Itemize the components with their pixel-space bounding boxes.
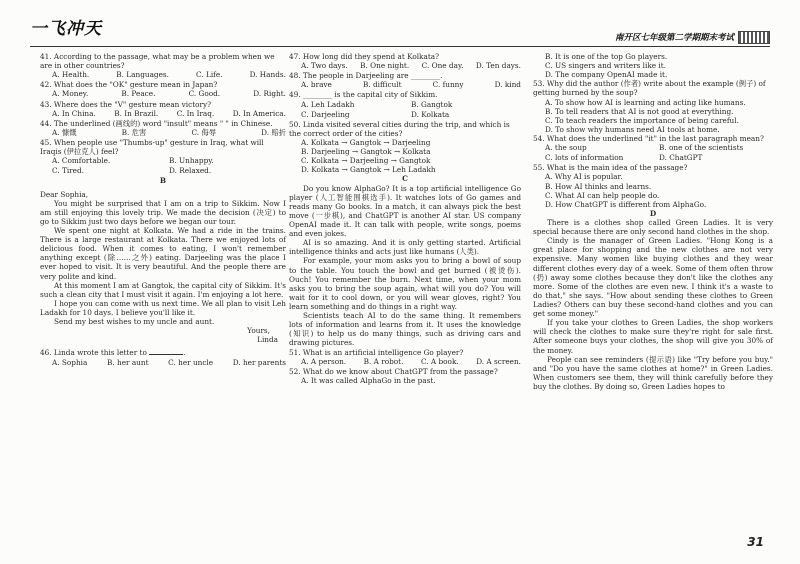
option: D. Right. [253, 89, 286, 99]
option: C. Tired. [52, 166, 84, 176]
option: C. Life. [196, 70, 223, 80]
section-d-heading: D [649, 208, 657, 218]
option: C. A book. [420, 356, 459, 366]
question-49-options-row2 [289, 110, 521, 119]
brand-logo: 一飞冲天 [30, 19, 102, 39]
question-54: 54. What does the underlined "it" in the last paragraph mean? [533, 133, 764, 143]
option: B. Darjeeling → Gangtok → Kolkata [301, 147, 431, 157]
option: D. In America. [232, 108, 286, 118]
answer-blank [149, 348, 183, 355]
option: D. A screen. [476, 356, 521, 366]
question-54-options-row2 [533, 153, 773, 162]
question-49: 49. ________ is the capital city of Sikkim. [289, 90, 438, 100]
option: A. Sophia [52, 357, 88, 367]
question-51-options [289, 357, 521, 366]
option: B. Languages. [116, 70, 169, 80]
question-43-options [40, 109, 286, 118]
question-48: 48. The people in Darjeeling are ________. [289, 71, 443, 81]
question-48-options [289, 80, 521, 89]
question-46: 46. Linda wrote this letter to . [40, 348, 186, 358]
option: A. 慷慨 [52, 127, 77, 137]
option: B. One night. [360, 61, 410, 71]
option: A. Kolkata → Gangtok → Darjeeling [301, 137, 431, 147]
passage-d-paragraph: Cindy is the manager of Green Ladies. "Hong Kong is a great place for shopping and the new clothes are not very expensive. Many women like buying clothes and they wear different clothes every day of a week. Some of them often throw (扔) away some clothes because they don't like the clothes any more. Some of the clothes are even new. I think it's a waste to do that," she says. "How about sending these clothes to Green Ladies? Others can buy these second-hand clothes and you can get some money." [533, 236, 773, 319]
option: B. 危害 [121, 127, 147, 137]
question-51: 51. What is an artificial intelligence Go player? [289, 347, 464, 357]
question-44: 44. The underlined (画线的) word "insult" means " " in Chinese. [40, 118, 273, 128]
option: B. Peace. [121, 89, 156, 99]
option: B. How AI thinks and learns. [545, 181, 652, 191]
option: D. How ChatGPT is different from AlphaGo. [545, 199, 707, 209]
option: B. one of the scientists [659, 143, 744, 153]
option: D. Kolkata → Gangtok → Leh Ladakh [301, 165, 436, 175]
option: A. To show how AI is learning and acting like humans. [545, 97, 746, 107]
question-44-options [40, 128, 286, 137]
option: B. difficult [362, 80, 402, 90]
question-46-text: 46. Linda wrote this letter to [40, 348, 147, 358]
letter-paragraph: Send my best wishes to my uncle and aunt. [54, 317, 215, 327]
passage-c-paragraph: For example, your mom asks you to bring a bowl of soup to the table. You touch the bowl and get burned (被烫伤). Ouch! You remember the burn. Next time, when your mom asks you to bring the soup again, what will you do? You will wait for it to cool down, or you will wear gloves, right? You learn something and do things in a right way. [289, 256, 521, 311]
question-55: 55. What is the main idea of the passage? [533, 163, 688, 173]
option: B. Gangtok [411, 99, 453, 109]
question-43: 43. Where does the "V" gesture mean victory? [40, 99, 212, 109]
option: A. In China. [52, 108, 96, 118]
barcode-icon [738, 31, 770, 44]
column-2 [289, 52, 521, 385]
question-41-options [40, 70, 286, 79]
option: B. To tell readers that AI is not good at everything. [545, 106, 734, 116]
passage-c-paragraph: Do you know AlphaGo? It is a top artificial intelligence Go player (人工智能围棋选手). It watches lots of Go games and reads many Go books. In a match, it can always pick the best move (一步棋), and ChatGPT is another AI star. US company OpenAI made it. It can talk with people, write songs, poems and even jokes. [289, 183, 521, 239]
option: B. In Brazil. [114, 108, 159, 118]
option: A. Comfortable. [52, 156, 111, 166]
option: D. Kolkata [411, 109, 450, 119]
question-54-options [533, 143, 773, 152]
option: C. One day. [421, 61, 464, 71]
option: D. her parents [232, 357, 286, 367]
option: D. Hands. [249, 70, 286, 80]
passage-c-paragraph: Scientists teach AI to do the same thing. It remembers lots of information and learns from it. It uses the knowledge (知识) to help us do many things, such as driving cars and drawing pictures. [289, 311, 521, 348]
letter-paragraph: You might be surprised that I am on a trip to Sikkim. Now I am still enjoying this lovely trip. We made the decision (决定) to go to Sikkim just two days before we began our tour. [40, 198, 286, 226]
question-45: 45. When people use "Thumbs-up" gesture in Iraq, what will Iraqis (伊拉克人) feel? [40, 137, 264, 157]
option: A. It was called AlphaGo in the past. [301, 375, 436, 385]
question-50: 50. Linda visited several cities during the trip, and which is the correct order of the cities? [289, 119, 510, 138]
option: B. It is one of the top Go players. [545, 52, 668, 61]
option: A. Leh Ladakh [301, 99, 355, 109]
question-42-options [40, 89, 286, 98]
option: C. 侮辱 [191, 127, 216, 137]
passage-c-paragraph: AI is so amazing. And it is only getting started. Artificial intelligence thinks and acts just like humans (人类). [289, 238, 521, 257]
question-47: 47. How long did they spend at Kolkata? [289, 52, 440, 61]
letter-paragraph: I hope you can come with us next time. We all plan to visit Leh Ladakh for 10 days. I believe you'll like it. [40, 298, 287, 317]
option: C. Darjeeling [301, 109, 350, 119]
option: A. Health. [52, 70, 90, 80]
option: D. 赔折 [261, 127, 286, 137]
header-divider [30, 46, 770, 47]
option: D. Ten days. [475, 61, 521, 71]
question-52: 52. What do we know about ChatGPT from the passage? [289, 366, 498, 376]
option: C. funny [432, 80, 464, 90]
option: D. Relaxed. [169, 166, 212, 176]
passage-d-paragraph: People can see reminders (提示语) like "Try before you buy." and "Do you have the same clothes at home?" in Green Ladies. When customers see them, they will think carefully before they buy the clothes. By doing so, Green Ladies hopes to [533, 354, 773, 391]
question-45-options [40, 156, 286, 165]
option: C. To teach readers the importance of being careful. [545, 115, 739, 125]
letter-paragraph: We spent one night at Kolkata. We had a ride in the trains. There is a large restaurant at Kolkata. There we enjoyed lots of delicious food. When it comes to eating, I won't remember anything except (除……之外) eating. Darjeeling was the place I ever hoped to visit. It is very beautiful. And the people there are very polite and kind. [40, 225, 286, 281]
option: A. A person. [301, 356, 347, 366]
option: A. brave [301, 80, 332, 90]
option: B. her aunt [107, 357, 149, 367]
passage-d-paragraph: If you take your clothes to Green Ladies, the shop workers will check the clothes to make sure they're right for sale first. After someone buys your clothes, the shop will give you 30% of the money. [533, 318, 773, 355]
letter-closing: Yours, [247, 326, 270, 336]
question-41: 41. According to the passage, what may be a problem when we are in other countries? [40, 52, 275, 71]
option: C. Kolkata → Darjeeling → Gangtok [301, 156, 431, 166]
option: B. Unhappy. [169, 156, 214, 166]
question-42: 42. What does the "OK" gesture mean in Japan? [40, 80, 218, 90]
question-47-options [289, 61, 521, 70]
question-49-options [289, 100, 521, 109]
letter-signer: Linda [257, 335, 278, 345]
option: C. Good. [188, 89, 221, 99]
section-b-heading: B [159, 176, 167, 186]
option: D. kind [494, 80, 521, 90]
passage-d-paragraph: There is a clothes shop called Green Ladies. It is very special because there are only second hand clothes in the shop. [533, 217, 773, 237]
letter-paragraph: At this moment I am at Gangtok, the capital city of Sikkim. It's such a clean city that I must visit it again. I'm enjoying a lot here. [40, 280, 286, 299]
option: A. Two days. [301, 61, 348, 71]
question-46-options [40, 358, 286, 367]
option: C. In Iraq. [176, 108, 215, 118]
question-53: 53. Why did the author (作者) write about the example (例子) of getting burned by the soup? [533, 79, 766, 98]
letter-salutation: Dear Sophia, [40, 189, 89, 199]
column-3 [533, 52, 773, 391]
question-45-options-row2 [40, 166, 286, 175]
option: D. The company OpenAI made it. [545, 70, 668, 80]
column-1 [40, 52, 286, 368]
option: C. What AI can help people do. [545, 190, 660, 200]
option: D. To show why humans need AI tools at home. [545, 124, 720, 134]
option: C. her uncle [168, 357, 214, 367]
page-number: 31 [747, 535, 764, 549]
option: A. Money. [52, 89, 89, 99]
option: C. US singers and writers like it. [545, 61, 666, 71]
option: A. the soup [545, 143, 587, 153]
section-c-heading: C [402, 174, 408, 184]
option: C. lots of information [545, 153, 624, 163]
option: D. ChatGPT [659, 153, 703, 163]
exam-title: 南开区七年级第二学期期末考试 [614, 33, 734, 43]
option: A. Why AI is popular. [545, 172, 623, 182]
option: B. A robot. [363, 356, 404, 366]
